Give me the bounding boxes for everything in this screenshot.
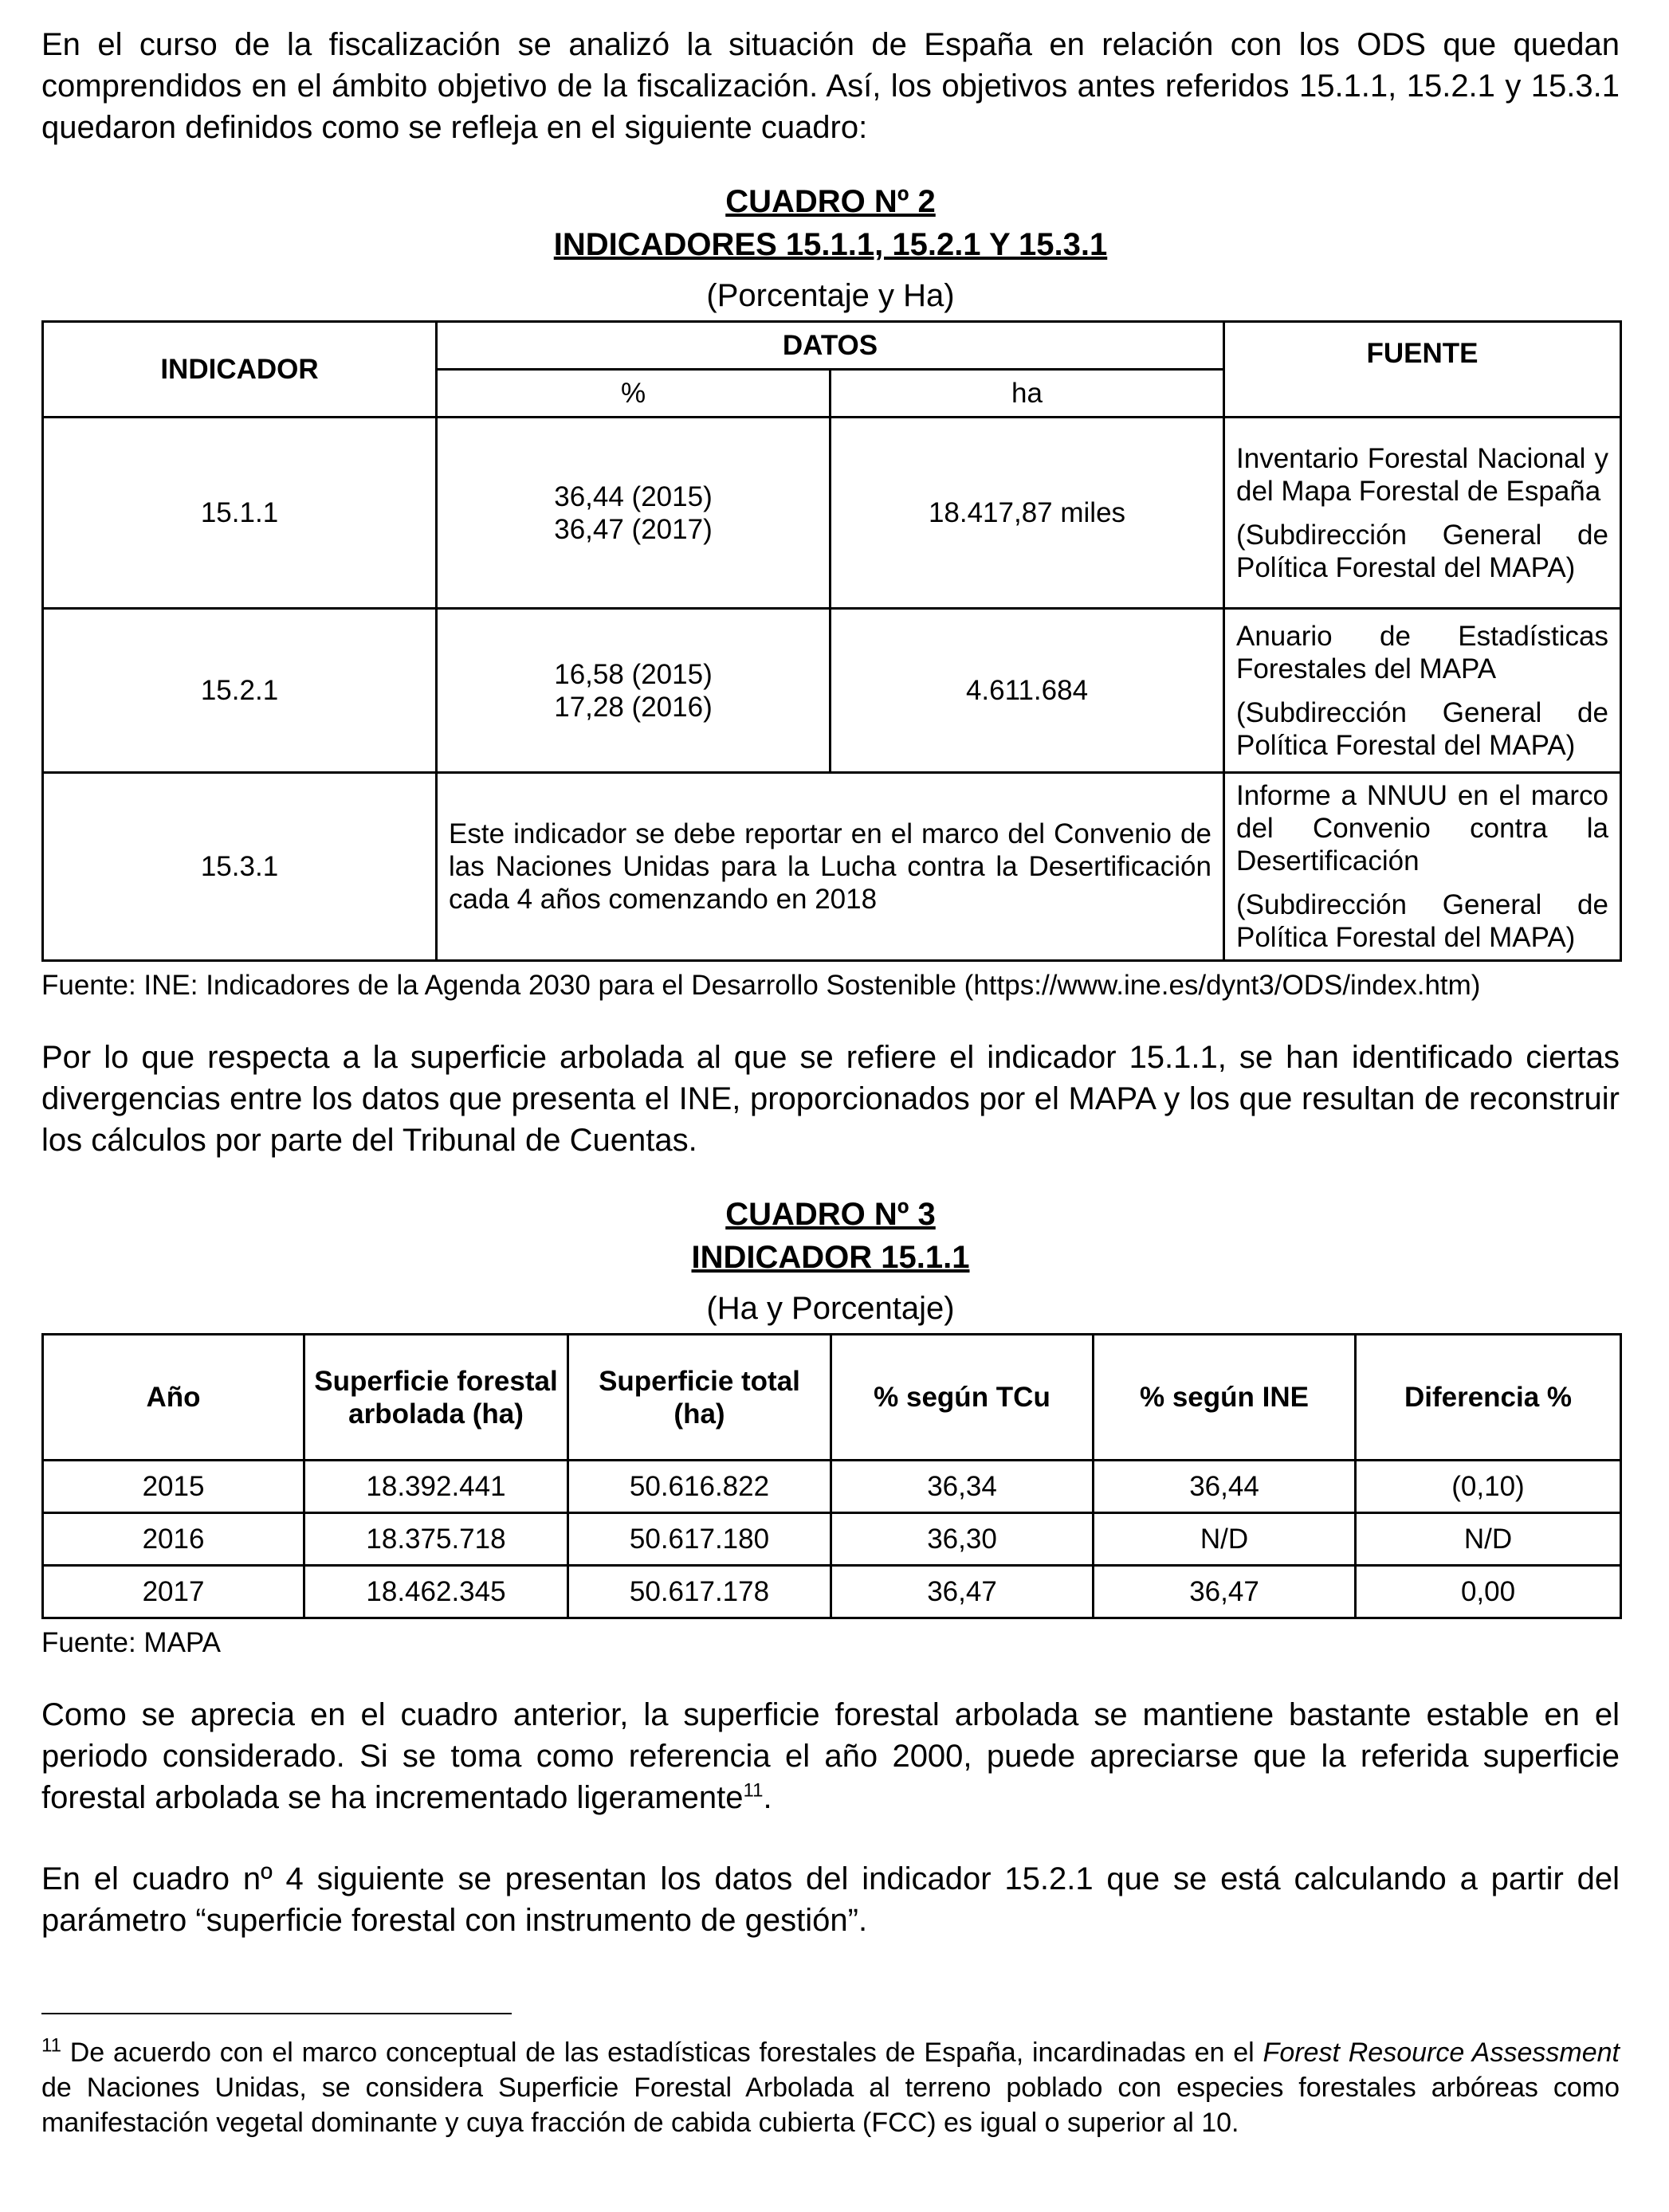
footnote-italic: Forest Resource Assessment (1263, 2037, 1620, 2068)
footnote (41, 2035, 1620, 2140)
fuente-source: Informe a NNUU en el marco del Convenio contra la Desertificación (1236, 780, 1608, 877)
header-superficie-arbolada: Superficie forestal arbolada (ha) (304, 1335, 568, 1461)
footnote-divider (41, 2013, 512, 2014)
fuente-subdireccion: (Subdirección General de Política Forestal del MAPA) (1236, 696, 1608, 761)
ha-cell: 4.611.684 (831, 609, 1224, 773)
cuadro2-name: INDICADORES 15.1.1, 15.2.1 Y 15.3.1 (553, 227, 1108, 262)
fuente-cell (1224, 418, 1621, 609)
cell-superficie-arbolada: 18.462.345 (304, 1566, 568, 1618)
pct-cell (437, 609, 831, 773)
cuadro3-table (41, 1333, 1622, 1619)
cuadro3-unit: (Ha y Porcentaje) (706, 1291, 955, 1326)
ha-cell: 18.417,87 miles (831, 418, 1224, 609)
pct-cell (437, 418, 831, 609)
fuente-cell (1224, 609, 1621, 773)
fuente-source: Inventario Forestal Nacional y del Mapa Forestal de España (1236, 442, 1608, 507)
cuadro2-unit: (Porcentaje y Ha) (706, 278, 955, 313)
header-pct-ine: % según INE (1094, 1335, 1356, 1461)
cuadro3-name: INDICADOR 15.1.1 (691, 1240, 970, 1275)
cell-diferencia: 0,00 (1356, 1566, 1621, 1618)
pct-value: 17,28 (2016) (554, 691, 713, 723)
paragraph-3-text: Como se aprecia en el cuadro anterior, la superficie forestal arbolada se mantiene bastante estable en el periodo considerado. Si se toma como referencia el año 2000, puede apreciarse que la referida superficie forestal arbolada se ha incrementado ligeramente (41, 1697, 1620, 1815)
fuente-subdireccion: (Subdirección General de Política Forestal del MAPA) (1236, 889, 1608, 953)
footnote-ref[interactable]: 11 (743, 1779, 764, 1802)
fuente-subdireccion: (Subdirección General de Política Forestal del MAPA) (1236, 519, 1608, 583)
paragraph-4: En el cuadro nº 4 siguiente se presentan los datos del indicador 15.2.1 que se está calculando a partir del parámetro “superficie forestal con instrumento de gestión”. (41, 1861, 1620, 1938)
cell-pct-ine: 36,44 (1094, 1461, 1356, 1513)
cell-superficie-arbolada: 18.375.718 (304, 1513, 568, 1566)
fuente-cell (1224, 773, 1621, 961)
pct-value: 36,44 (2015) (554, 480, 713, 512)
cell-ano: 2017 (43, 1566, 304, 1618)
footnote-number: 11 (41, 2034, 61, 2057)
cell-superficie-total: 50.617.180 (568, 1513, 831, 1566)
table-row (43, 1513, 1621, 1566)
cell-ano: 2016 (43, 1513, 304, 1566)
header-pct: % (437, 370, 831, 418)
table-row (43, 1566, 1621, 1618)
cell-superficie-total: 50.616.822 (568, 1461, 831, 1513)
cell-pct-ine: 36,47 (1094, 1566, 1356, 1618)
cuadro2-title (41, 180, 1620, 320)
table-row (43, 609, 1621, 773)
pct-value: 36,47 (2017) (554, 513, 713, 545)
cell-diferencia: N/D (1356, 1513, 1621, 1566)
header-pct-tcu: % según TCu (831, 1335, 1094, 1461)
header-ha: ha (831, 370, 1224, 418)
cuadro3-source-note: Fuente: MAPA (41, 1627, 222, 1658)
header-datos: DATOS (437, 322, 1224, 370)
cell-diferencia: (0,10) (1356, 1461, 1621, 1513)
pct-value: 16,58 (2015) (554, 658, 713, 690)
header-superficie-total: Superficie total (ha) (568, 1335, 831, 1461)
paragraph-2: Por lo que respecta a la superficie arbolada al que se refiere el indicador 15.1.1, se han identificado ciertas divergencias entre los datos que presenta el INE, proporcionados por el MAPA y los que resultan de reconstruir los cálculos por parte del Tribunal de Cuentas. (41, 1040, 1620, 1158)
table-row (43, 1461, 1621, 1513)
header-diferencia: Diferencia % (1356, 1335, 1621, 1461)
cell-pct-tcu: 36,30 (831, 1513, 1094, 1566)
paragraph-3 (41, 1694, 1620, 1818)
indicador-cell: 15.2.1 (43, 609, 437, 773)
cuadro3-title (41, 1193, 1620, 1333)
header-ano: Año (43, 1335, 304, 1461)
datos-text-cell: Este indicador se debe reportar en el marco del Convenio de las Naciones Unidas para la Lucha contra la Desertificación cada 4 años comenzando en 2018 (437, 773, 1224, 961)
cuadro2-table (41, 320, 1622, 962)
cuadro2-source-note: Fuente: INE: Indicadores de la Agenda 2030 para el Desarrollo Sostenible (https://www.ine.es/dynt3/ODS/index.htm) (41, 970, 1481, 1001)
cell-pct-tcu: 36,47 (831, 1566, 1094, 1618)
cell-ano: 2015 (43, 1461, 304, 1513)
indicador-cell: 15.3.1 (43, 773, 437, 961)
cell-superficie-total: 50.617.178 (568, 1566, 831, 1618)
cell-pct-ine: N/D (1094, 1513, 1356, 1566)
header-indicador: INDICADOR (43, 322, 437, 418)
document-page (41, 24, 1620, 2140)
paragraph-3-end: . (763, 1780, 772, 1815)
footnote-text-a: De acuerdo con el marco conceptual de las estadísticas forestales de España, incardinadas en el (61, 2037, 1263, 2068)
indicador-cell: 15.1.1 (43, 418, 437, 609)
table-row (43, 418, 1621, 609)
cuadro2-number: CUADRO Nº 2 (725, 184, 936, 219)
footnote-text-b: de Naciones Unidas, se considera Superficie Forestal Arbolada al terreno poblado con especies forestales arbóreas como manifestación vegetal dominante y cuya fracción de cabida cubierta (FCC) es igual o superior al 10. (41, 2073, 1620, 2138)
intro-paragraph: En el curso de la fiscalización se analizó la situación de España en relación con los ODS que quedan comprendidos en el ámbito objetivo de la fiscalización. Así, los objetivos antes referidos 15.1.1, 15.2.1 y 15.3.1 quedaron definidos como se refleja en el siguiente cuadro: (41, 27, 1620, 145)
fuente-source: Anuario de Estadísticas Forestales del MAPA (1236, 620, 1608, 684)
table-row (43, 773, 1621, 961)
cell-pct-tcu: 36,34 (831, 1461, 1094, 1513)
header-fuente: FUENTE (1224, 322, 1621, 418)
cell-superficie-arbolada: 18.392.441 (304, 1461, 568, 1513)
cuadro3-number: CUADRO Nº 3 (725, 1197, 936, 1232)
